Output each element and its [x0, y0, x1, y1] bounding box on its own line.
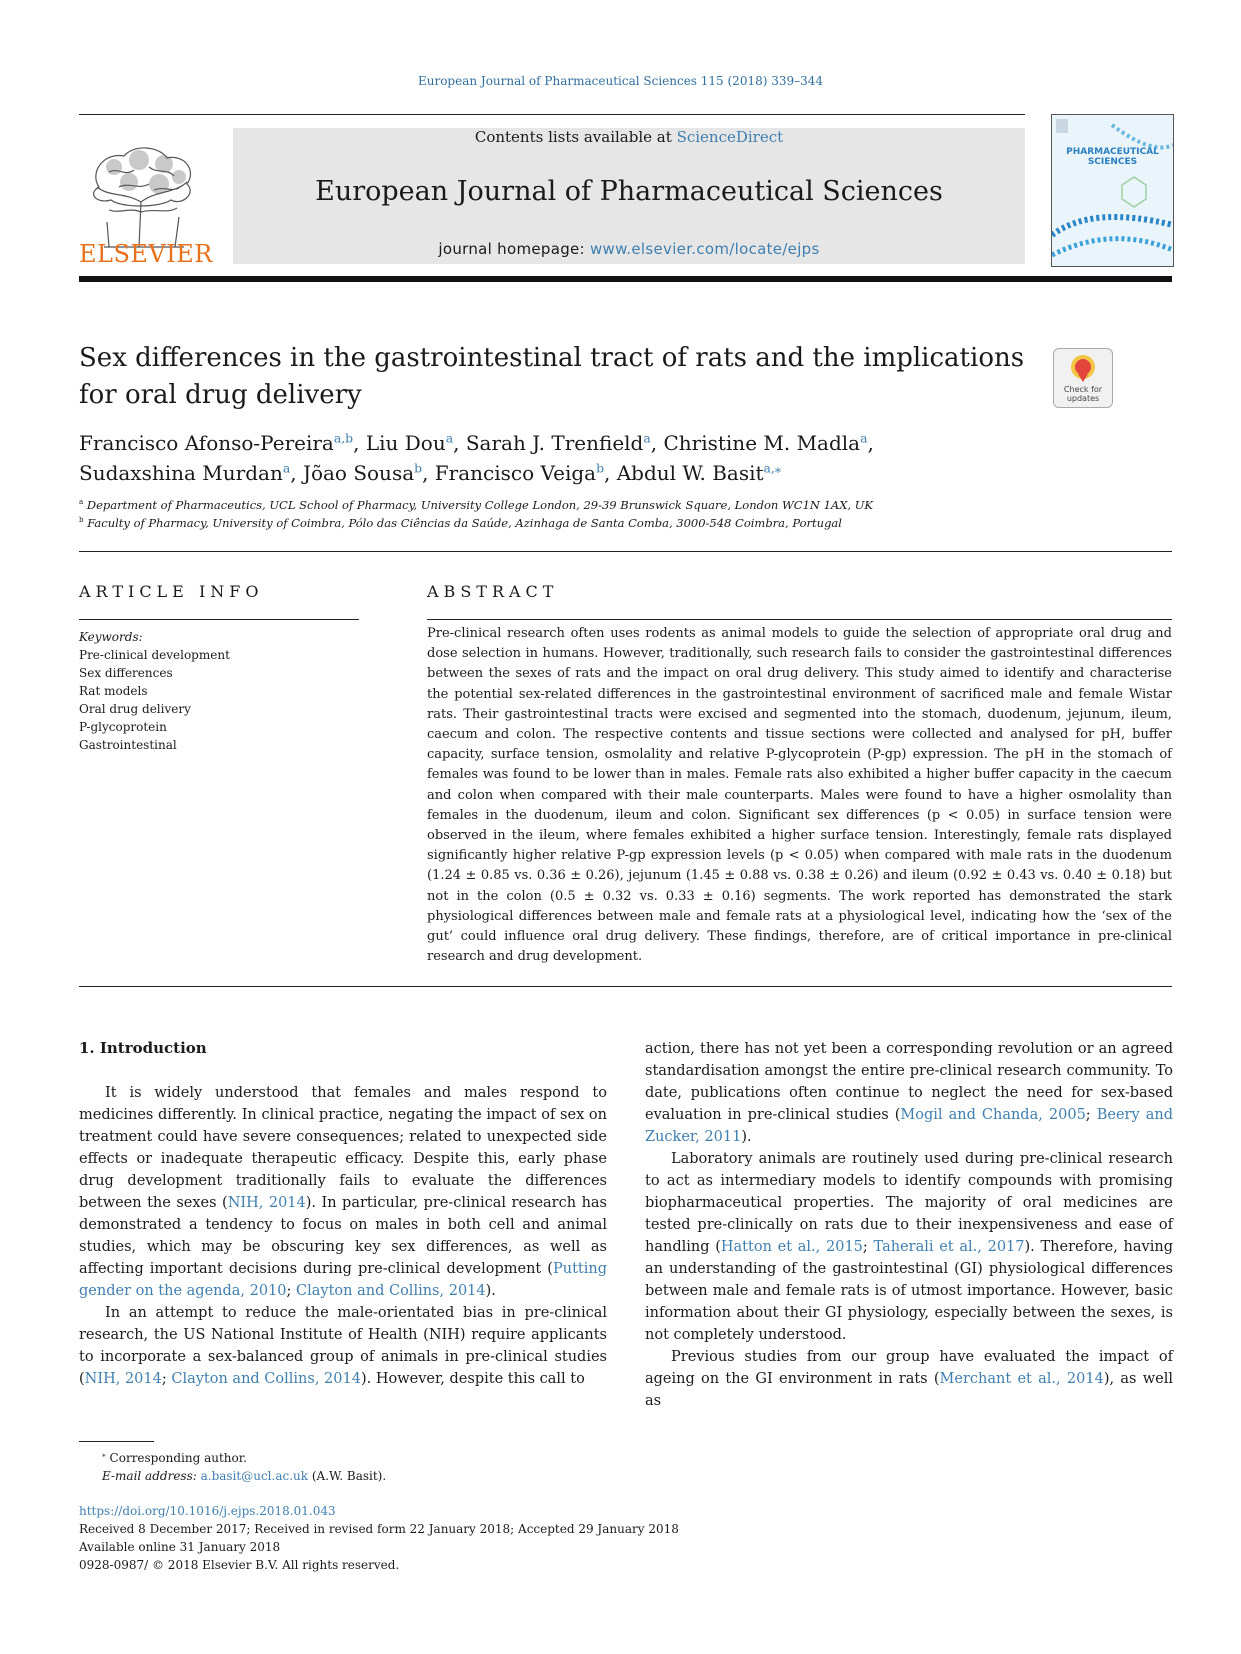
- keyword: P-glycoprotein: [79, 720, 167, 734]
- citation-link[interactable]: Putting gender on the agenda, 2010: [79, 1261, 607, 1299]
- homepage-link[interactable]: www.elsevier.com/locate/ejps: [589, 240, 820, 258]
- check-for-updates-button[interactable]: [1053, 348, 1113, 408]
- keyword: Sex differences: [79, 666, 173, 680]
- citation-link[interactable]: Clayton and Collins, 2014: [296, 1283, 486, 1299]
- author-affiliation-mark[interactable]: a,b: [333, 430, 354, 446]
- author-affiliation-mark[interactable]: a: [643, 430, 651, 446]
- keyword: Pre-clinical development: [79, 648, 230, 662]
- keyword: Gastrointestinal: [79, 738, 177, 752]
- author-list: [79, 428, 1079, 488]
- citation-link[interactable]: Merchant et al., 2014: [939, 1371, 1104, 1387]
- affiliation-text: Faculty of Pharmacy, University of Coimbra, Pólo das Ciências da Saúde, Azinhaga de Santa Comba, 3000-548 Coimbra, Portugal: [83, 516, 842, 530]
- author-name[interactable]: Francisco Veiga: [434, 461, 597, 485]
- paragraph-text: Laboratory animals are routinely used during pre-clinical research to act as intermediary models to identify compounds with promising biopharmaceutical properties. The majority of oral medicines are tested pre-clinically on rats due to their inexpensiveness and ease of handling (: [645, 1151, 1173, 1255]
- publication-info: [79, 1502, 879, 1574]
- author-name[interactable]: Christine M. Madla: [663, 431, 861, 455]
- contents-line: [233, 128, 1025, 146]
- paragraph: [645, 1038, 1173, 1148]
- author-name[interactable]: Abdul W. Basit: [616, 461, 764, 485]
- author-separator: ,: [604, 461, 617, 485]
- paragraph-text: ), as well as: [645, 1371, 1173, 1409]
- keyword: Oral drug delivery: [79, 702, 191, 716]
- paragraph-text: ;: [286, 1283, 297, 1299]
- cover-title: [1052, 147, 1173, 167]
- doi-link[interactable]: https://doi.org/10.1016/j.ejps.2018.01.043: [79, 1504, 336, 1518]
- affiliations: [79, 496, 1079, 532]
- affiliation: [79, 514, 1079, 532]
- keywords-block: [79, 628, 359, 754]
- body-column-right: [645, 1038, 1173, 1412]
- journal-homepage: [233, 240, 1025, 258]
- paragraph-text: In an attempt to reduce the male-orientated bias in pre-clinical research, the US National Institute of Health (NIH) require applicants to incorporate a sex-balanced group of animals in pre-clinical studies (: [79, 1305, 607, 1387]
- abstract-text: Pre-clinical research often uses rodents as animal models to guide the selection of appropriate oral drug and dose selection in humans. However, traditionally, such research fails to consider the gastrointestinal differences between the sexes of rats and the impact on oral drug delivery. This study aimed to identify and characterise the potential sex-related differences in the gastrointestinal environment of sacrificed male and female Wistar rats. Their gastrointestinal tracts were excised and segmented into the stomach, duodenum, jejunum, ileum, caecum and colon. The respective contents and tissue sections were collected and analysed for pH, buffer capacity, surface tension, osmolality and relative P-glycoprotein (P-gp) expression. The pH in the stomach of females was found to be lower than in males. Female rats also exhibited a higher buffer capacity in the caecum and colon when compared with their male counterparts. Males were found to have a higher osmolality than females in the duodenum, ileum and colon. Significant sex differences (p < 0.05) in surface tension were observed in the ileum, where females exhibited a higher surface tension. Interestingly, female rats displayed significantly higher relative P-gp expression levels (p < 0.05) when compared with male rats in the duodenum (1.24 ± 0.85 vs. 0.36 ± 0.26), jejunum (1.45 ± 0.88 vs. 0.38 ± 0.26) and ileum (0.92 ± 0.43 vs. 0.40 ± 0.18) but not in the colon (0.5 ± 0.32 vs. 0.33 ± 0.16) segments. The work reported has demonstrated the stark physiological differences between male and female rats at a physiological level, indicating how the ‘sex of the gut’ could influence oral drug delivery. These findings, therefore, are of critical importance in pre-clinical research and drug development.: [427, 626, 1172, 965]
- affiliation-rule: [79, 551, 1172, 552]
- abstract-rule: [427, 619, 1172, 620]
- paragraph: [645, 1148, 1173, 1346]
- author-name[interactable]: Liu Dou: [365, 431, 446, 455]
- author-affiliation-mark[interactable]: a: [445, 430, 454, 446]
- author-affiliation-mark[interactable]: a: [860, 430, 868, 446]
- author-separator: ,: [353, 431, 366, 455]
- available-online: Available online 31 January 2018: [79, 1540, 281, 1554]
- paragraph-text: Previous studies from our group have evaluated the impact of ageing on the GI environment in rats (: [645, 1349, 1173, 1387]
- author-separator: ,: [453, 431, 466, 455]
- citation-link[interactable]: Mogil and Chanda, 2005: [900, 1107, 1086, 1123]
- author-separator: ,: [650, 431, 664, 455]
- contents-prefix: Contents lists available at: [474, 128, 672, 146]
- affiliation: [79, 496, 1079, 514]
- check-updates-icon: [1070, 354, 1096, 384]
- cover-title-line1: PHARMACEUTICAL: [1066, 147, 1159, 157]
- received-dates: Received 8 December 2017; Received in revised form 22 January 2018; Accepted 29 January 2018: [79, 1522, 679, 1536]
- citation-link[interactable]: Hatton et al., 2015: [720, 1239, 863, 1255]
- body-column-left: [79, 1082, 607, 1390]
- paragraph-text: ;: [161, 1371, 172, 1387]
- citation-link[interactable]: Taherali et al., 2017: [873, 1239, 1025, 1255]
- paragraph-text: ;: [862, 1239, 874, 1255]
- affiliation-mark: a: [79, 497, 84, 507]
- citation-link[interactable]: Clayton and Collins, 2014: [171, 1371, 361, 1387]
- paragraph-text: action, there has not yet been a corresponding revolution or an agreed standardisation amongst the entire pre-clinical research community. To date, publications often continue to neglect the need for sex-based evaluation in pre-clinical studies (: [645, 1041, 1173, 1123]
- footnote-rule: [79, 1441, 154, 1442]
- article-info-heading: ARTICLE INFO: [79, 582, 264, 601]
- paragraph-text: It is widely understood that females and males respond to medicines differently. In clinical practice, negating the impact of sex on treatment could have severe consequences; related to unexpected side effects or inadequate therapeutic efficacy. Despite this, early phase drug development traditionally fails to evaluate the differences between the sexes (: [79, 1085, 607, 1211]
- sciencedirect-link[interactable]: ScienceDirect: [676, 128, 784, 146]
- article-info-rule: [79, 619, 359, 620]
- author-name[interactable]: Francisco Afonso-Pereira: [79, 431, 334, 455]
- section-heading-introduction: 1. Introduction: [79, 1039, 207, 1057]
- cover-title-line2: SCIENCES: [1087, 157, 1138, 167]
- author-separator: ,: [422, 461, 435, 485]
- author-affiliation-mark[interactable]: a: [282, 460, 291, 476]
- journal-name: European Journal of Pharmaceutical Sciences: [315, 176, 943, 207]
- check-updates-line1: Check for: [1063, 385, 1103, 394]
- author-name[interactable]: Jõao Sousa: [302, 461, 415, 485]
- email-label: E-mail address:: [102, 1469, 197, 1483]
- author-affiliation-mark[interactable]: a,⁎: [763, 460, 782, 476]
- author-name[interactable]: Sudaxshina Murdan: [79, 461, 283, 485]
- journal-cover-thumbnail[interactable]: [1051, 114, 1174, 267]
- homepage-prefix: journal homepage:: [438, 240, 585, 258]
- check-updates-line2: updates: [1066, 394, 1100, 403]
- cover-art: [1052, 115, 1173, 266]
- copyright: 0928-0987/ © 2018 Elsevier B.V. All rights reserved.: [79, 1558, 400, 1572]
- journal-masthead: [233, 128, 1025, 264]
- affiliation-mark: b: [79, 515, 84, 525]
- footnote-mark: ⁎: [102, 1450, 106, 1459]
- front-matter-rule: [79, 986, 1172, 987]
- citation-link[interactable]: NIH, 2014: [84, 1371, 162, 1387]
- elsevier-wordmark: ELSEVIER: [79, 240, 213, 268]
- paragraph-text: ). Therefore, having an understanding of the gastrointestinal (GI) physiological differences between male and female rats is of utmost importance. However, basic information about their GI physiology, especially between the sexes, is not completely understood.: [645, 1239, 1173, 1343]
- paragraph-text: ;: [1085, 1107, 1097, 1123]
- paragraph: [79, 1082, 607, 1302]
- check-updates-label: [1054, 385, 1112, 403]
- paragraph: [645, 1346, 1173, 1412]
- header-thick-rule: [79, 276, 1172, 282]
- affiliation-text: Department of Pharmaceutics, UCL School of Pharmacy, University College London, 29-39 Brunswick Square, London WC1N 1AX, UK: [83, 498, 874, 512]
- author-affiliation-mark[interactable]: b: [414, 460, 423, 476]
- email-suffix: (A.W. Basit).: [311, 1469, 387, 1483]
- paragraph-text: ).: [485, 1283, 496, 1299]
- author-name[interactable]: Sarah J. Trenfield: [465, 431, 644, 455]
- paragraph: [79, 1302, 607, 1390]
- footnote-label: Corresponding author.: [109, 1451, 247, 1465]
- author-separator: ,: [867, 431, 874, 455]
- author-affiliation-mark[interactable]: b: [596, 460, 605, 476]
- header-rule: [79, 114, 1025, 115]
- author-separator: ,: [290, 461, 303, 485]
- paragraph-text: ). In particular, pre-clinical research has demonstrated a tendency to focus on males in both cell and animal studies, which may be obscuring key sex differences, as well as affecting important decisions during pre-clinical development (: [79, 1195, 607, 1277]
- citation-link[interactable]: NIH, 2014: [227, 1195, 306, 1211]
- paragraph-text: ). However, despite this call to: [360, 1371, 585, 1387]
- paragraph-text: ).: [741, 1129, 752, 1145]
- journal-citation[interactable]: European Journal of Pharmaceutical Sciences 115 (2018) 339–344: [417, 74, 824, 88]
- corresponding-author-footnote: [79, 1449, 679, 1485]
- article-title: Sex differences in the gastrointestinal tract of rats and the implications for oral drug delivery: [79, 343, 1025, 410]
- email-link[interactable]: a.basit@ucl.ac.uk: [200, 1469, 309, 1483]
- keywords-label: Keywords:: [79, 630, 143, 644]
- abstract-heading: ABSTRACT: [427, 582, 559, 601]
- citation-link[interactable]: Beery and Zucker, 2011: [645, 1107, 1173, 1145]
- keyword: Rat models: [79, 684, 148, 698]
